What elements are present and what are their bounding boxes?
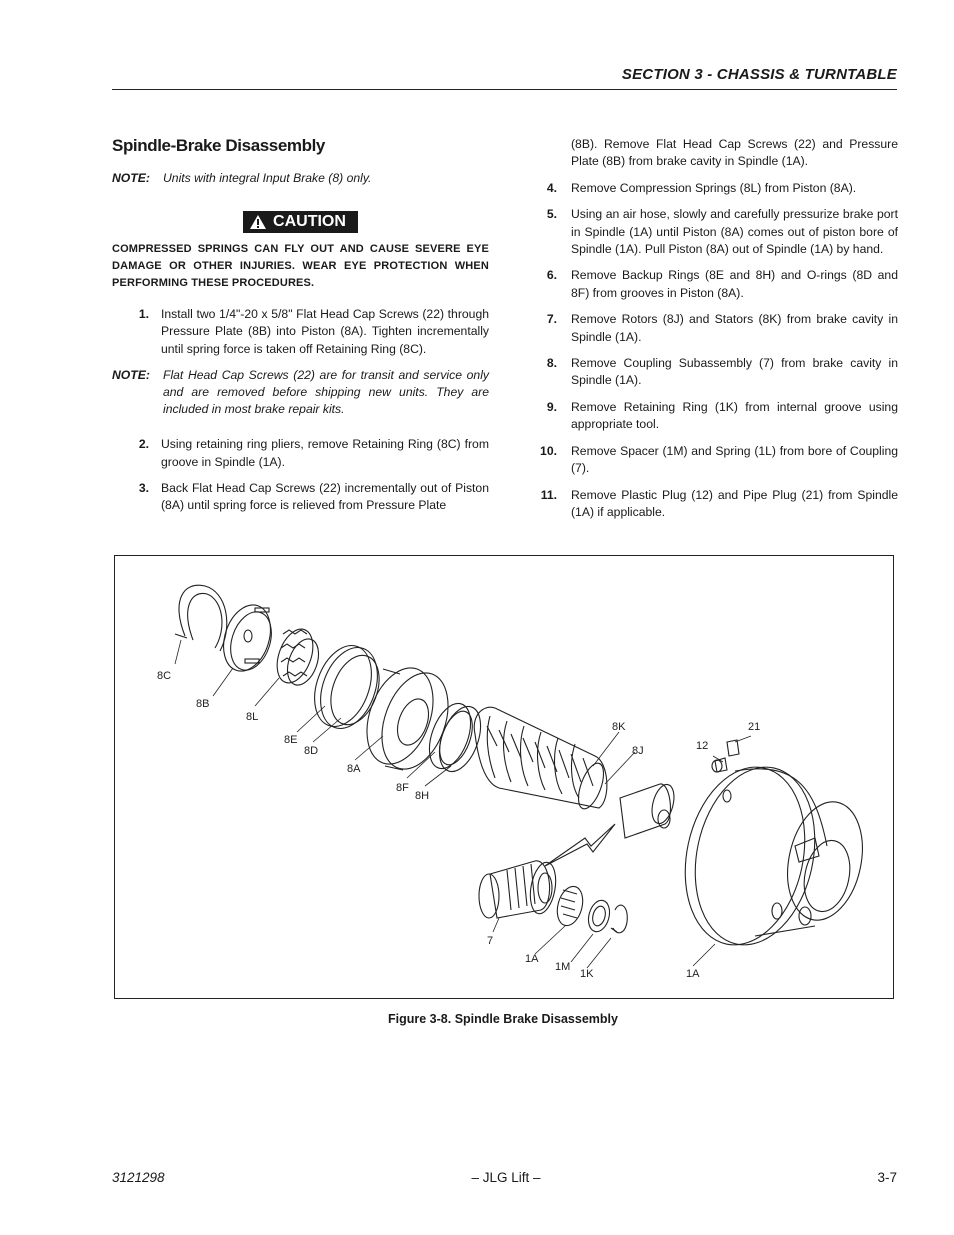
step-text: Remove Rotors (8J) and Stators (8K) from brake cavity in Spindle (1A).	[571, 312, 898, 344]
spacer-1m	[585, 898, 613, 934]
step-item	[540, 487, 898, 522]
note-text: Units with integral Input Brake (8) only.	[163, 171, 372, 185]
caution-header	[112, 211, 489, 235]
step-number: 4.	[546, 180, 557, 195]
figure-label: 1M	[555, 961, 571, 973]
steps-right-list	[540, 180, 898, 522]
left-column	[112, 136, 489, 524]
step-number: 6.	[546, 268, 557, 283]
figure-label: 8A	[347, 763, 361, 775]
plugs	[712, 740, 739, 772]
figure-label: 12	[696, 740, 709, 752]
step-text: Install two 1/4"-20 x 5/8" Flat Head Cap Screws (22) through Pressure Plate (8B) into Piston (8A). Tighten incrementally until spring force is taken off Retaining Ring (8C).	[161, 307, 489, 356]
figure-caption: Figure 3-8. Spindle Brake Disassembly	[388, 1012, 618, 1026]
step-text: Using an air hose, slowly and carefully pressurize brake port in Spindle (1A) until Piston (8A) comes out of piston bore of Spindle (1A). Pull Piston (8A) out of Spindle (1A) by hand.	[571, 207, 898, 257]
step-item	[112, 436, 489, 471]
exploded-view-drawing	[115, 556, 895, 1000]
figure-label: 8F	[396, 782, 409, 794]
figure-label: 8L	[246, 711, 259, 723]
caution-badge	[243, 211, 358, 233]
rotor-stator-stack	[474, 707, 608, 812]
step-item	[540, 443, 898, 478]
right-column	[540, 136, 898, 530]
step-text: Remove Retaining Ring (1K) from internal groove using appropriate tool.	[571, 399, 898, 432]
footer-center: – JLG Lift –	[471, 1170, 541, 1185]
steps-left-list-2	[112, 436, 489, 515]
figure-spindle-brake	[114, 555, 894, 999]
figure-label: 7	[487, 935, 494, 947]
step-number: 9.	[546, 399, 557, 414]
spring-1l	[553, 884, 587, 929]
step-item	[112, 306, 489, 358]
figure-label: 8B	[196, 698, 210, 710]
step-item	[540, 311, 898, 346]
figure-label: 8E	[284, 734, 298, 746]
step-text: Using retaining ring pliers, remove Retaining Ring (8C) from groove in Spindle (1A).	[161, 437, 489, 469]
step-text: Remove Plastic Plug (12) and Pipe Plug (21) from Spindle (1A) if applicable.	[571, 487, 898, 519]
step-number: 7.	[546, 312, 557, 327]
step-number: 11.	[540, 487, 557, 502]
step-item	[540, 399, 898, 434]
springs-8l	[270, 624, 324, 689]
step-3-continued: (8B). Remove Flat Head Cap Screws (22) and Pressure Plate (8B) from brake cavity in Spindle (1A).	[571, 137, 898, 169]
figure-label: 1K	[580, 968, 594, 980]
note-input-brake	[112, 170, 489, 187]
retaining-ring-8c	[175, 585, 227, 651]
step-item	[540, 355, 898, 390]
step-text: Remove Spacer (1M) and Spring (1L) from bore of Coupling (7).	[571, 443, 898, 476]
figure-label: 21	[748, 721, 761, 733]
footer-doc-number: 3121298	[112, 1170, 165, 1185]
step-number: 2.	[138, 437, 149, 452]
spindle-1a	[670, 756, 873, 956]
step-number: 8.	[546, 356, 557, 371]
warning-triangle-icon	[249, 214, 267, 230]
section-header-title: SECTION 3 - CHASSIS & TURNTABLE	[621, 66, 897, 83]
figure-label: 8J	[632, 745, 644, 757]
step-item	[540, 206, 898, 258]
o-ring-8f	[421, 698, 488, 777]
footer-page-number: 3-7	[877, 1170, 897, 1185]
step-text: Remove Coupling Subassembly (7) from brake cavity in Spindle (1A).	[571, 356, 898, 388]
figure-label: 8H	[415, 790, 430, 802]
figure-label: 1A	[525, 953, 539, 965]
figure-label: 8K	[612, 721, 626, 733]
arrow-indicator	[545, 824, 615, 866]
caution-text: COMPRESSED SPRINGS CAN FLY OUT AND CAUSE SEVERE EYE DAMAGE OR OTHER INJURIES. WEAR EYE PROTECTION WHEN PERFORMING THESE PROCEDURES.	[112, 243, 489, 289]
caution-label: CAUTION	[273, 213, 346, 230]
step-number: 1.	[138, 307, 149, 321]
note-cap-screws	[112, 367, 489, 418]
steps-left-list	[112, 306, 489, 358]
note-label: NOTE:	[112, 171, 150, 185]
figure-label: 8D	[304, 745, 319, 757]
step-number: 5.	[546, 207, 557, 222]
figure-label: 8C	[157, 670, 172, 682]
piston-8a	[355, 659, 461, 778]
step-number: 3.	[138, 481, 149, 496]
leader-lines	[175, 640, 751, 968]
step-text: Remove Backup Rings (8E and 8H) and O-rings (8D and 8F) from grooves in Piston (8A).	[571, 268, 898, 300]
step-number: 10.	[540, 443, 557, 458]
step-item	[540, 267, 898, 302]
coupling-7	[479, 860, 559, 918]
retaining-ring-1k	[611, 905, 627, 933]
figure-label: 1A	[686, 968, 700, 980]
backup-ring-8e	[304, 638, 388, 737]
step-item	[112, 480, 489, 515]
step-text: Back Flat Head Cap Screws (22) incrementally out of Piston (8A) until spring force is relieved from Pressure Plate	[161, 481, 489, 513]
note-text: Flat Head Cap Screws (22) are for transit and service only and are removed before shipping new units. They are included in most brake repair kits.	[163, 368, 489, 417]
section-title: Spindle-Brake Disassembly	[112, 136, 325, 155]
header-divider	[112, 89, 897, 90]
coupling-upper	[620, 782, 678, 838]
note-label: NOTE:	[112, 368, 150, 383]
step-item	[540, 180, 898, 197]
step-text: Remove Compression Springs (8L) from Piston (8A).	[571, 180, 857, 195]
